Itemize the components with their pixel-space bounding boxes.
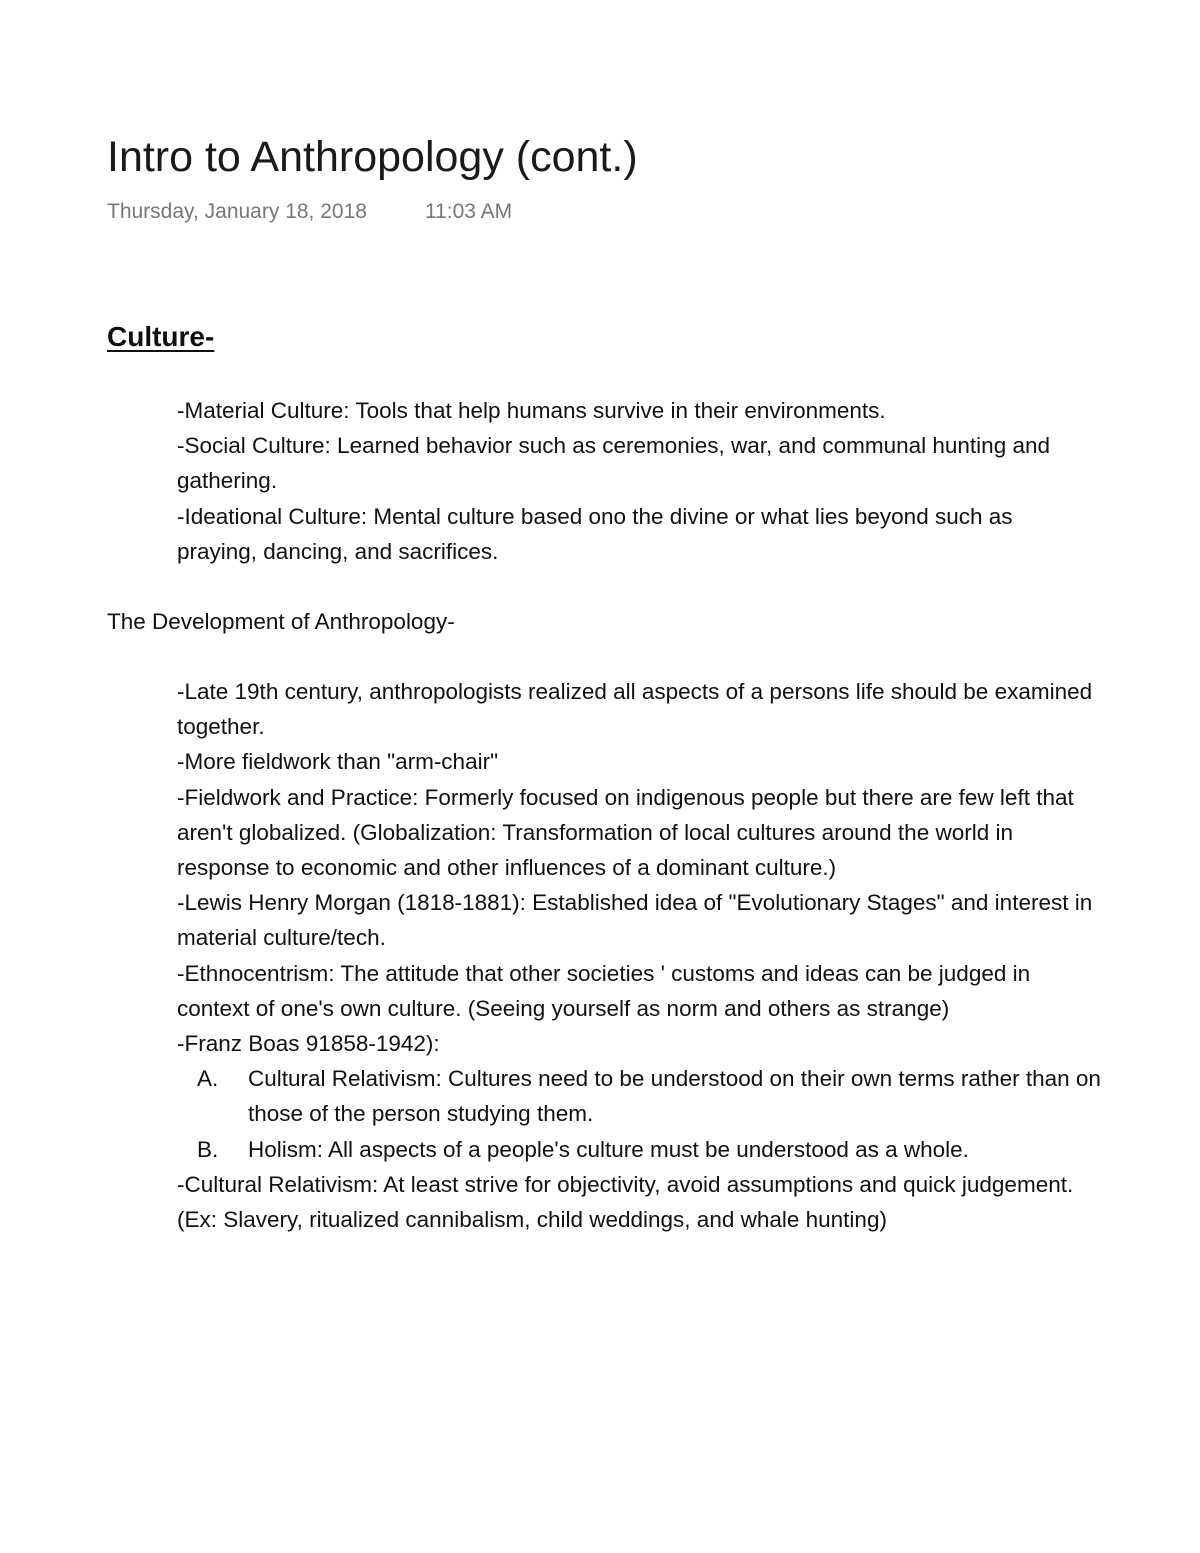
list-marker: B.	[197, 1136, 219, 1162]
list-item-text: Cultural Relativism: Cultures need to be understood on their own terms rather than on those of the person studying them.	[248, 1066, 1101, 1127]
list-marker: A.	[197, 1066, 219, 1092]
note-date: Thursday, January 18, 2018	[107, 200, 367, 223]
list-item: -Lewis Henry Morgan (1818-1881): Established idea of "Evolutionary Stages" and interest in material culture/tech.	[177, 890, 1093, 951]
page-title: Intro to Anthropology (cont.)	[107, 133, 638, 181]
development-list	[177, 674, 1107, 1237]
list-item: -Cultural Relativism: At least strive for objectivity, avoid assumptions and quick judgement. (Ex: Slavery, ritualized cannibalism, child weddings, and whale hunting)	[177, 1171, 1074, 1233]
culture-heading: Culture-	[107, 321, 215, 352]
list-item: -Ideational Culture: Mental culture based ono the divine or what lies beyond such as praying, dancing, and sacrifices.	[177, 503, 1013, 564]
list-item-text: Holism: All aspects of a people's culture must be understood as a whole.	[248, 1136, 969, 1162]
culture-list	[177, 393, 1077, 569]
development-heading: The Development of Anthropology-	[107, 609, 455, 634]
list-item: -Material Culture: Tools that help humans survive in their environments.	[177, 398, 886, 423]
boas-point-b	[177, 1132, 1107, 1167]
note-timestamp	[107, 200, 512, 224]
list-item: -Social Culture: Learned behavior such as ceremonies, war, and communal hunting and gathering.	[177, 433, 1050, 494]
list-item: -Ethnocentrism: The attitude that other societies ' customs and ideas can be judged in context of one's own culture. (Seeing yourself as norm and others as strange)	[177, 960, 1031, 1021]
list-item: -Fieldwork and Practice: Formerly focused on indigenous people but there are few left that aren't globalized. (Globalization: Transformation of local cultures around the world in response to economic and other influences of a dominant culture.)	[177, 784, 1074, 881]
note-time: 11:03 AM	[424, 200, 513, 223]
list-item: -More fieldwork than "arm-chair"	[177, 749, 499, 775]
list-item: -Franz Boas 91858-1942):	[177, 1031, 440, 1057]
boas-point-a	[177, 1061, 1107, 1131]
list-item: -Late 19th century, anthropologists realized all aspects of a persons life should be examined together.	[177, 679, 1093, 740]
